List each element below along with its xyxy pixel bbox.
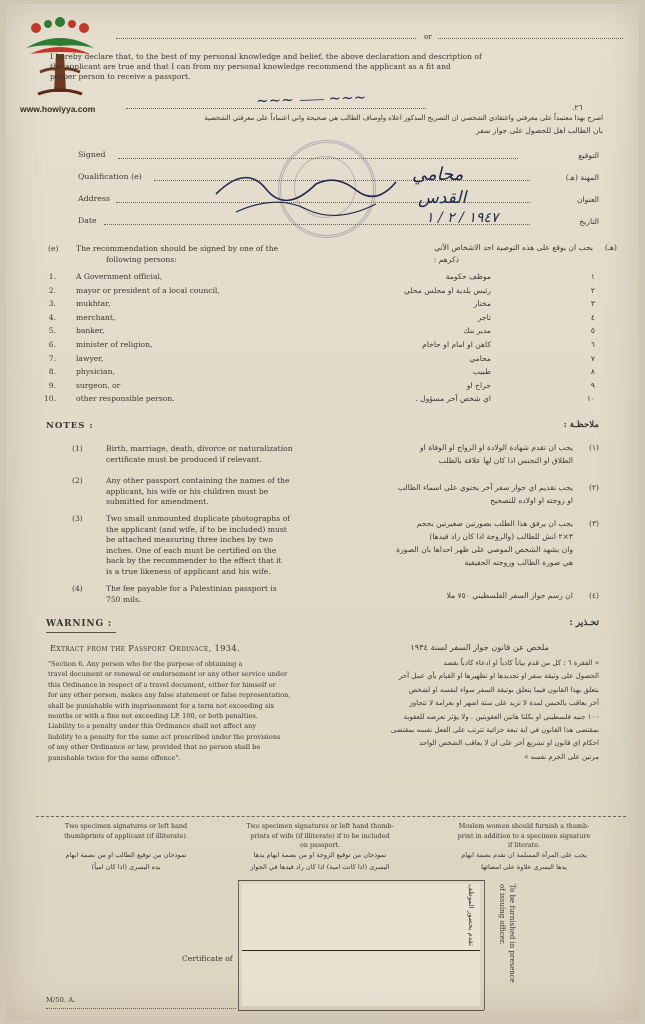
note-line-ar: يجب تقديم اي جواز سفر آخر يحتوي على اسماء الطالب [397,483,573,492]
recommender-en: lawyer, [76,353,104,363]
specimen-col2-ar: نموذجان من توقيع الزوجة او من بصمة ابهام يدها [253,851,387,859]
note-line-ar: ٣×٢ انش للطالب (والزوجة اذا كان راد قيدها) [429,532,573,541]
recommender-ar: اي شخص آخر مسؤول . [415,394,491,404]
warning-line-en: punishable twice for the same offence". [48,753,181,762]
note-line-en: Birth, marriage, death, divorce or naturalization [106,444,293,453]
date-label: Date [78,216,97,225]
note-line-ar: وان يشهد الشخص الموصي على ظهر احداها بان الصورة [396,545,573,554]
note-line-en: is a true likeness of applicant and his wife. [106,567,271,576]
recommender-ar: طبيب [472,367,491,377]
recommender-number-en: 2. [48,285,56,295]
recommender-ar: مختار [473,299,491,309]
recommender-ar: رئيس بلدية او مجلس محلي [404,285,491,295]
warning-line-en: "Section 6. Any person who for the purpose of obtaining a [48,660,243,668]
warning-line-ar: « الفقرة ٦ : كل من قدم بياناً كاذباً او ادعاء كاذباً بقصد [443,659,599,667]
recommender-number-en: 8. [48,367,56,377]
warning-line-en: months or with a fine not exceeding LP. 100, or both penalties. [48,712,258,720]
recommender-number-ar: ٧ [590,353,595,363]
note-line-en: back by the recommender to the effect that it [106,556,282,566]
specimen-col1-en: thumbprints of applicant (if illiterate). [64,831,188,840]
declaration-en-line-2: the applicant are true and that I can from my personal knowledge recommend the applicant as a fit and [50,62,451,71]
address-ar-label: العنوان [577,195,599,204]
warning-line-en: for any other person, makes any false statement or false representation, [48,691,291,700]
recommender-en: physician, [76,367,115,377]
note-line-en: Any other passport containing the names of the [106,476,290,485]
specimen-col1-en: Two specimen signatures or left hand [64,822,188,830]
note-number-en: (4) [72,584,83,593]
note-number-en: (2) [72,476,83,485]
extract-title-ar: ملخص عن قانون جواز السفر لسنة ١٩٣٤ [410,642,549,652]
recommender-ar: جراح او [466,380,491,390]
warning-line-ar: بمقتضى هذا القانون في اية تبعة جزائية تترتب على الفعل نفسه بمقتضى [390,726,599,734]
warning-heading-en: WARNING : [46,619,112,629]
note-line-ar: يجب ان يرفق هذا الطلب بصورتين صغيرتين بحجم [416,519,573,528]
declaration-ar-line-1: اصرح بهذا معتمداً على معرفتي واعتقادي الشخصي ان التصريح المذكور اعلاه واوصاف الطالب هي صحيحة واني اعتماداً على معرفتي الشخصية [204,114,603,122]
note-line-ar: يجب ان تقدم شهادة الولادة او الزواج او الوفاة او [420,443,573,452]
qualification-label: Qualification (e) [78,172,142,181]
recommender-number-en: 5. [48,326,56,336]
form-code: M/50. A. [46,996,76,1004]
recommender-number-en: 6. [48,340,56,349]
declaration-en-line-3: proper person to receive a passport. [50,72,191,81]
note-line-en: The fee payable for a Palestinian passport is [106,584,277,593]
warning-heading-ar: تحـذير : [569,618,599,628]
recommender-number-ar: ٦ [590,340,595,349]
recommender-ar: كاهن او امام او حاخام [422,340,491,349]
warning-line-en: this Ordinance in respect of a travel document, either for himself or [48,680,276,689]
signed-ar-label: التوقيع [578,151,599,160]
specimen-col2-ar: اليسرى (اذا كانت امية) اذا كان راد قيدها في الجواز [250,863,390,871]
specimen-col2-en: prints of wife (if illiterate) if to be included [250,831,390,840]
recommender-en: other responsible person. [76,394,175,404]
warning-line-ar: احكام اي قانون او تشريع آخر على ان لا يعاقب الشخص الواحد [418,739,599,748]
note-line-en: Two small unmounted duplicate photographs of [106,514,290,523]
handwritten-name: ~~~ ⸺ ~~~ [255,88,367,110]
recommendation-intro-ar-1: يجب ان يوقع على هذه التوصية احد الاشخاص الآتي [434,243,593,252]
recommendation-label-en: (e) [48,244,59,253]
recommender-ar: موظف حكومة [445,272,491,281]
specimen-col3-ar: يدها اليسرى علاوة على امضائها [481,863,567,871]
recommender-ar: مدير بنك [463,326,491,336]
declaration-en-line-1: I hereby declare that, to the best of my personal knowledge and belief, the above declaration and description of [50,52,482,61]
recommendation-intro-en-2: following persons: [106,255,177,264]
note-line-en: be attached measuring three inches by two [106,535,274,545]
side-note-en-2: of issuing officer. [498,884,506,945]
recommender-en: minister of religion, [76,340,153,349]
note-line-en: the applicant (and wife, if to be included) must [106,524,287,534]
recommender-number-en: 4. [48,312,56,322]
note-line-ar: ان رسم جواز السفر الفلسطيني ٧٥٠ ملا [446,591,573,600]
extract-title-en: Extract from the Passport Ordinace, 1934. [50,643,241,653]
recommender-en: banker, [76,326,105,336]
note-line-en: inches. One of each must be certified on the [106,545,277,555]
recommender-en: mayor or president of a local council, [76,285,220,295]
note-line-en: applicant, his wife or his children must be [106,486,269,496]
date-handwriting: ١٩٤٧ / ٢ / ١ [426,210,499,226]
recommender-number-ar: ٥ [590,326,595,336]
signature-box [242,884,480,1006]
address-label: Address [78,194,110,203]
note-line-ar: او زوجته او اولاده للتصحيح [490,496,573,505]
warning-line-ar: ١٠٠ جنيه فلسطيني او بكلتا هاتين العقوبتين . ولا يؤثر تعرضه للعقوبة [403,712,599,721]
side-note-ar: تقدم بحضور الموظف [467,884,475,947]
recommender-en: A Government official, [76,272,163,281]
recommender-en: mukhtar, [76,299,111,309]
specimen-col3-en: Moslem women should furnish a thumb- [458,822,590,830]
note-number-en: (1) [72,444,83,453]
warning-line-en: Liability to a penalty under this Ordinance shall not affect any [48,722,257,731]
recommender-en: surgeon, or [76,380,121,390]
note-line-en: 750 mils. [106,594,142,604]
recommender-number-ar: ٢ [590,285,595,295]
recommendation-label-ar: (هـ) [604,243,617,252]
specimen-col3-ar: يجب على المرأة المسلمة ان تقدم بصمة ابهام [461,851,587,859]
declaration-ar-num: ٢٦. [572,103,583,112]
note-line-en: submitted for amendment. [106,497,209,507]
date-ar-label: التاريخ [579,217,599,226]
signed-label: Signed [78,150,106,159]
warning-line-en: of any other Ordinance or law, provided that no person shall be [48,743,261,752]
warning-line-ar: الحصول على وثيقة سفر او تجديدها او تظهيرها او القيام بأي عمل آخر [398,672,599,681]
warning-line-ar: مرتين على الجرم نفسه » [524,752,599,761]
notes-heading-ar: ملاحظـة : [563,420,599,430]
recommender-en: merchant, [76,312,116,322]
recommender-ar: تاجر [477,312,491,322]
qualification-handwriting: محامي [412,164,464,185]
watermark-domain: www.howiyya.com [20,104,96,114]
note-number-ar: (٢) [588,483,599,492]
recommender-number-en: 9. [48,380,56,390]
warning-line-ar: آخر يعاقب بالحبس لمدة لا تزيد على ستة اشهر او بغرامة لا تتجاوز [409,699,599,708]
recommendation-intro-ar-2: ذكرهم : [433,255,459,264]
note-line-ar: الطلاق او التجنس اذا كان لها علاقة بالطلب [438,456,573,465]
specimen-col2-en: on passport. [299,841,341,850]
recommender-number-ar: ٣ [590,299,595,309]
note-number-ar: (٤) [588,591,599,600]
recommender-number-en: 3. [48,299,56,309]
note-line-en: certificate must be produced if relevant. [106,454,262,464]
note-number-ar: (٣) [588,519,599,528]
specimen-col2-en: Two specimen signatures or left hand thumb- [246,822,394,830]
specimen-col3-en: print in addition to a specimen signature [457,831,591,840]
recommender-number-ar: ٩ [590,380,595,390]
note-number-en: (3) [72,514,83,523]
warning-line-ar: يتعلق بهذا القانون فيما يتعلق بوثيقة السفر سواء لنفسه او لشخص [408,685,599,694]
or-label: or [424,32,432,41]
note-number-ar: (١) [588,443,599,452]
recommender-number-ar: ١٠ [586,394,595,404]
specimen-col1-ar: نموذجان من توقيع الطالب او من بصمة ابهام [65,851,187,859]
signature-scrawl [206,154,406,224]
warning-line-en: travel document or renewal or endorsement or any other service under [48,670,288,679]
warning-line-en: shall be punishable with imprisonment for a term not exceeding six [48,701,275,710]
recommender-number-ar: ١ [590,272,595,281]
side-note-en-1: To be furnished in presence [508,884,516,983]
recommender-number-en: 1. [48,272,56,281]
certificate-label: Certificate of [182,954,233,963]
note-line-ar: هي صورة الطالب وزوجته الحقيقية [464,558,573,567]
recommender-number-ar: ٨ [590,367,595,377]
recommender-number-ar: ٤ [590,312,595,322]
specimen-col3-en: if literate. [507,841,541,850]
qualification-ar-label: المهنة (هـ) [565,173,599,182]
recommender-number-en: 7. [48,353,56,363]
specimen-col1-ar: يده اليسرى (اذا كان امياً) [91,863,161,871]
notes-heading-en: NOTES : [46,421,94,431]
recommender-ar: محامي [469,353,491,363]
recommender-number-en: 10. [43,394,56,404]
address-handwriting: القدس [418,188,467,208]
warning-line-en: liability to a penalty for the same act prescribed under the provisions [48,732,281,741]
passport-application-page [6,4,639,1020]
declaration-ar-line-2: بان الطالب اهل للحصول على جواز سفر [475,126,603,135]
recommendation-intro-en-1: The recommendation should be signed by one of the [76,244,279,253]
